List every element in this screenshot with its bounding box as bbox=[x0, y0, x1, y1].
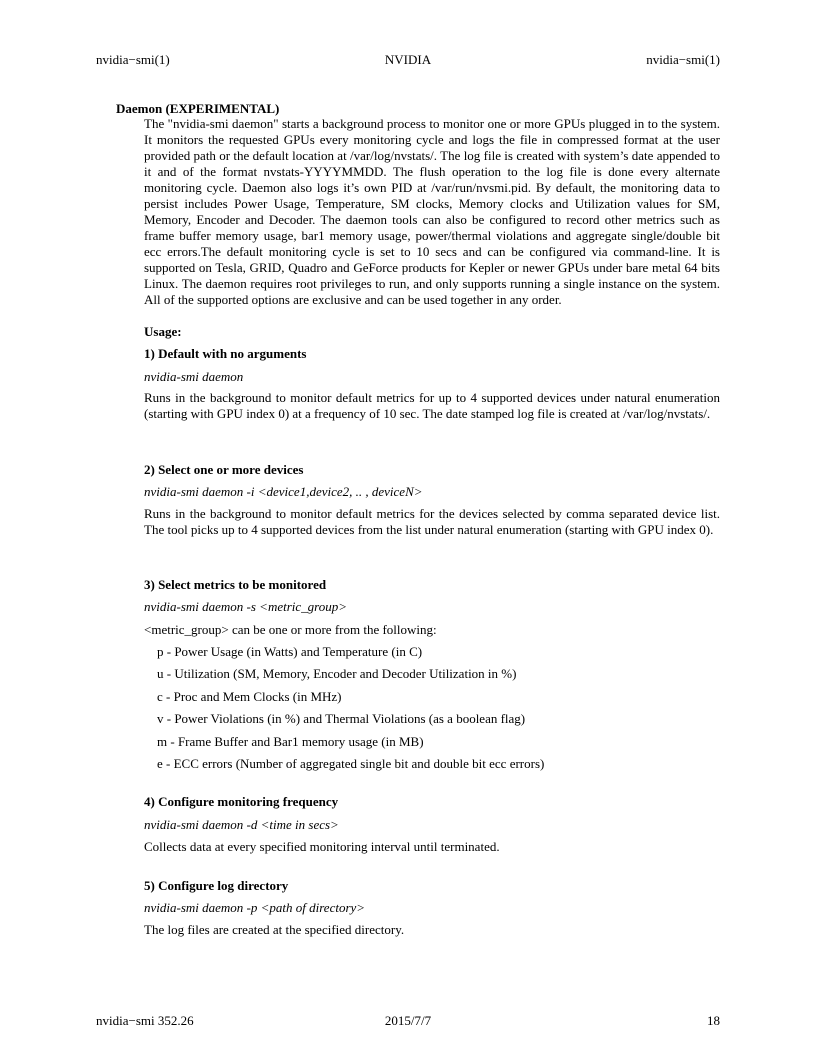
item-description: Runs in the background to monitor default metrics for up to 4 supported devices under natural enumeration (starting with GPU index 0) at a frequency of 10 sec. The date stamped log file is created at /var/log/nvstats/. bbox=[144, 390, 720, 421]
item-description: Collects data at every specified monitoring interval until terminated. bbox=[144, 839, 500, 854]
item-command: nvidia-smi daemon bbox=[144, 369, 244, 384]
item-heading: 4) Configure monitoring frequency bbox=[144, 794, 339, 809]
header-right: nvidia−smi(1) bbox=[646, 52, 720, 67]
footer-center: 2015/7/7 bbox=[384, 1013, 432, 1028]
item-heading: 5) Configure log directory bbox=[144, 878, 289, 893]
section-title: Daemon (EXPERIMENTAL) bbox=[116, 101, 280, 116]
header-left: nvidia−smi(1) bbox=[96, 52, 170, 67]
section-intro: The "nvidia-smi daemon" starts a background process to monitor one or more GPUs plugged in to the system. It monitors the requested GPUs every monitoring cycle and logs the file in compressed format at the user provided path or the default location at /var/log/nvstats/. The log file is created with system’s date appended to it and of the format nvstats-YYYYMMDD. The flush operation to the log file is done every alternate monitoring cycle. Daemon also logs it’s own PID at /var/run/nvsmi.pid. By default, the monitoring data to persist includes Power Usage, Temperature, SM clocks, Memory clocks and Utilization values for SM, Memory, Encoder and Decoder. The daemon tools can also be configured to record other metrics such as frame buffer memory usage, bar1 memory usage, power/thermal violations and aggregate single/double bit ecc errors.The default monitoring cycle is set to 10 secs and can be configured via command-line. It is supported on Tesla, GRID, Quadro and GeForce products for Kepler or newer GPUs under bare metal 64 bits Linux. The daemon requires root privileges to run, and only supports running a single instance on the system. All of the supported options are exclusive and can be used together in any order. bbox=[144, 116, 720, 307]
item-description: Runs in the background to monitor default metrics for the devices selected by comma separated device list. The tool picks up to 4 supported devices from the list under natural enumeration (starting with GPU index 0). bbox=[144, 506, 720, 537]
metric-option: c - Proc and Mem Clocks (in MHz) bbox=[157, 689, 342, 704]
metric-option: e - ECC errors (Number of aggregated single bit and double bit ecc errors) bbox=[157, 756, 545, 771]
item-description: <metric_group> can be one or more from the following: bbox=[144, 622, 437, 637]
item-heading: 2) Select one or more devices bbox=[144, 462, 304, 477]
item-command: nvidia-smi daemon -p <path of directory> bbox=[144, 900, 366, 915]
item-command: nvidia-smi daemon -i <device1,device2, .. , deviceN> bbox=[144, 484, 423, 499]
metric-option: p - Power Usage (in Watts) and Temperature (in C) bbox=[157, 644, 423, 659]
footer-page-number: 18 bbox=[707, 1013, 720, 1028]
item-description: The log files are created at the specified directory. bbox=[144, 922, 405, 937]
header-center: NVIDIA bbox=[384, 52, 432, 67]
item-heading: 1) Default with no arguments bbox=[144, 346, 307, 361]
item-heading: 3) Select metrics to be monitored bbox=[144, 577, 327, 592]
metric-option: m - Frame Buffer and Bar1 memory usage (in MB) bbox=[157, 734, 424, 749]
footer-left: nvidia−smi 352.26 bbox=[96, 1013, 194, 1028]
item-command: nvidia-smi daemon -s <metric_group> bbox=[144, 599, 348, 614]
metric-option: u - Utilization (SM, Memory, Encoder and Decoder Utilization in %) bbox=[157, 666, 517, 681]
metric-option: v - Power Violations (in %) and Thermal Violations (as a boolean flag) bbox=[157, 711, 526, 726]
usage-label: Usage: bbox=[144, 324, 182, 339]
item-command: nvidia-smi daemon -d <time in secs> bbox=[144, 817, 339, 832]
